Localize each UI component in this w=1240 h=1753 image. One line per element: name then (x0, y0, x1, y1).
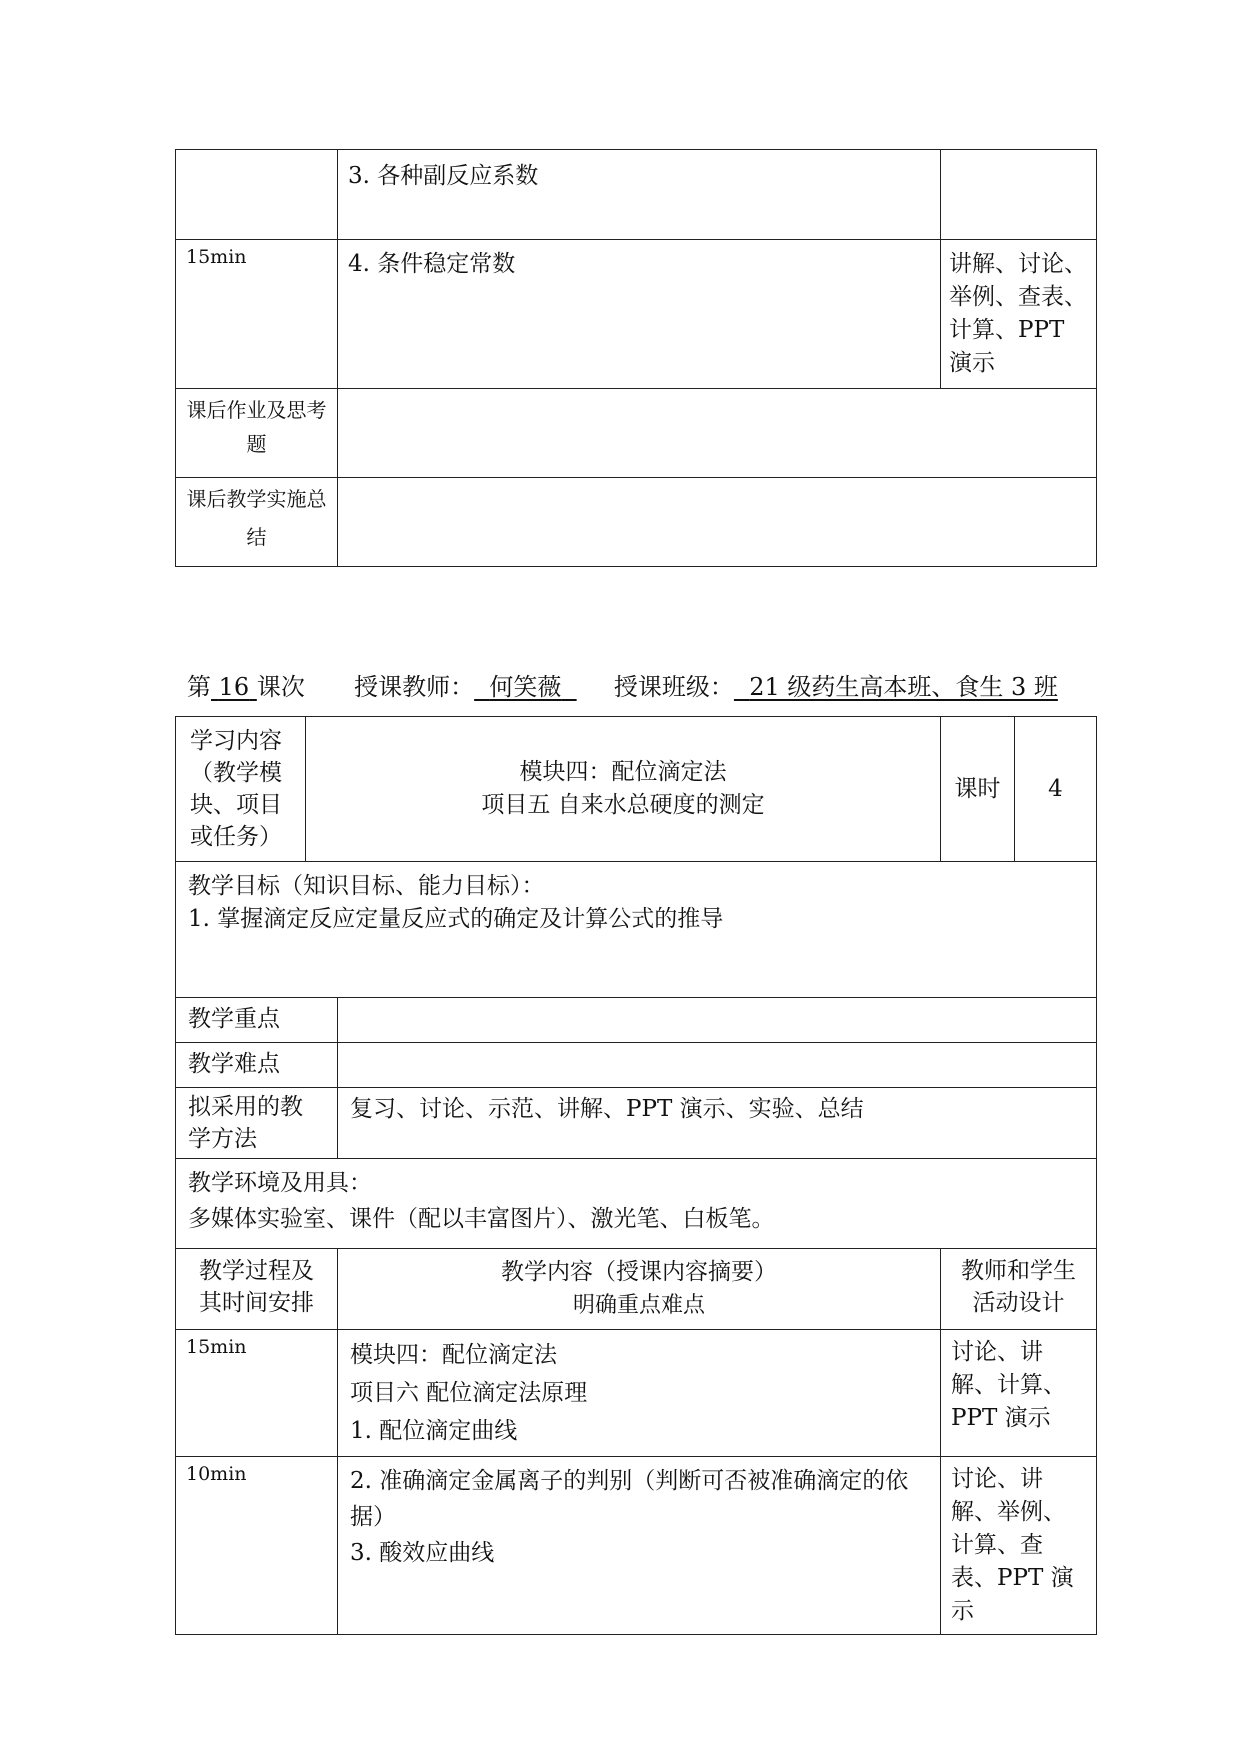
key-points-label: 教学重点 (176, 998, 338, 1043)
environment-row (176, 1159, 1097, 1249)
difficulties-value (338, 1043, 1097, 1088)
difficulties-label: 教学难点 (176, 1043, 338, 1088)
activity-header: 教师和学生活动设计 (941, 1249, 1097, 1330)
content-header: 教学内容（授课内容摘要） 明确重点难点 (338, 1249, 941, 1330)
hours-label: 课时 (941, 717, 1015, 862)
table-row (176, 389, 1097, 478)
homework-label: 课后作业及思考题 (176, 389, 338, 478)
lesson-number: 16 (218, 673, 250, 701)
project-title: 项目五 自来水总硬度的测定 (481, 792, 765, 818)
module-cell (306, 717, 941, 862)
environment-label: 教学环境及用具： (188, 1170, 372, 1196)
environment-value: 多媒体实验室、课件（配以丰富图片）、激光笔、白板笔。 (188, 1206, 775, 1232)
class-label: 授课班级： (613, 673, 734, 701)
summary-cell (338, 478, 1097, 567)
activity-cell: 讨论、讲解、举例、计算、查表、PPT 演示 (941, 1457, 1097, 1635)
lesson-header (187, 667, 1058, 702)
content-cell: 模块四：配位滴定法 项目六 配位滴定法原理 1. 配位滴定曲线 (338, 1330, 941, 1457)
difficulties-row (176, 1043, 1097, 1088)
class-name: 21 级药生高本班、食生 3 班 (749, 673, 1058, 701)
content-cell: 4. 条件稳定常数 (338, 240, 941, 389)
table-row (176, 150, 1097, 240)
table-row (176, 478, 1097, 567)
homework-cell (338, 389, 1097, 478)
table-row (176, 240, 1097, 389)
lesson-prefix: 第 (187, 673, 211, 701)
activity-cell: 讨论、讲解、计算、PPT 演示 (941, 1330, 1097, 1457)
content-label: 学习内容（教学模块、项目或任务） (176, 717, 306, 862)
hours-value: 4 (1015, 717, 1097, 862)
key-points-value (338, 998, 1097, 1043)
methods-value: 复习、讨论、示范、讲解、PPT 演示、实验、总结 (338, 1088, 1097, 1159)
time-cell: 15min (176, 1330, 338, 1457)
lesson-suffix: 课次 (256, 673, 305, 701)
time-cell: 15min (176, 240, 338, 389)
methods-row (176, 1088, 1097, 1159)
methods-label: 拟采用的教学方法 (176, 1088, 338, 1159)
objectives-label: 教学目标（知识目标、能力目标）： (188, 873, 545, 899)
lesson-plan-table (175, 716, 1097, 1635)
content-row (176, 717, 1097, 862)
activity-cell (941, 150, 1097, 240)
module-title: 模块四：配位滴定法 (519, 759, 727, 785)
table-row (176, 1330, 1097, 1457)
content-cell: 2. 准确滴定金属离子的判别（判断可否被准确滴定的依据） 3. 酸效应曲线 (338, 1457, 941, 1635)
objective-item: 1. 掌握滴定反应定量反应式的确定及计算公式的推导 (188, 906, 724, 932)
teacher-name: 何笑薇 (489, 673, 562, 701)
teacher-label: 授课教师： (354, 673, 475, 701)
objectives-row (176, 862, 1097, 998)
key-points-row (176, 998, 1097, 1043)
time-cell (176, 150, 338, 240)
content-cell: 3. 各种副反应系数 (338, 150, 941, 240)
process-header-row (176, 1249, 1097, 1330)
summary-label: 课后教学实施总结 (176, 478, 338, 567)
environment-cell (176, 1159, 1097, 1249)
objectives-cell (176, 862, 1097, 998)
time-cell: 10min (176, 1457, 338, 1635)
table-row (176, 1457, 1097, 1635)
previous-lesson-table (175, 149, 1097, 567)
process-header: 教学过程及其时间安排 (176, 1249, 338, 1330)
activity-cell: 讲解、讨论、举例、查表、计算、PPT 演示 (941, 240, 1097, 389)
